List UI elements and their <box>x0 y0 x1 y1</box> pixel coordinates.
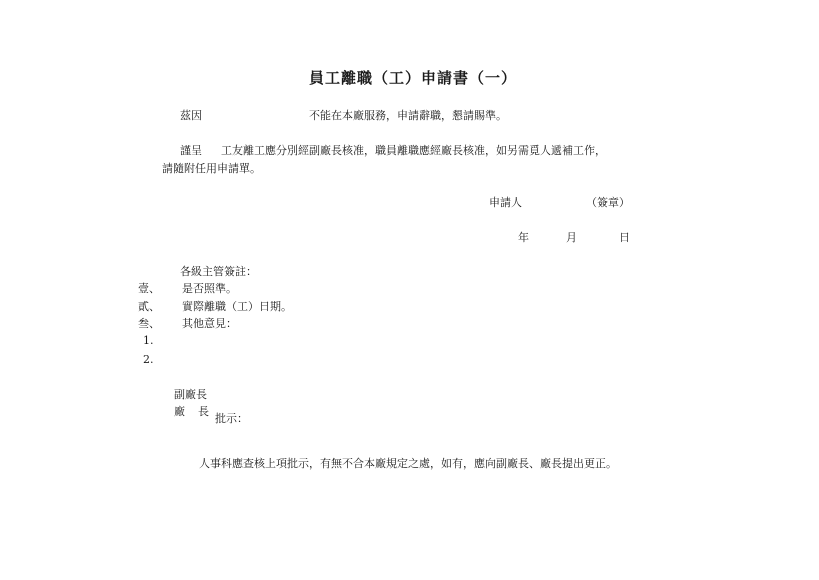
sub-item-number: 1. <box>143 334 154 347</box>
approval-label: 批示： <box>215 412 248 425</box>
applicant-label: 申請人 <box>489 196 522 209</box>
item-text: 實際離職（工）日期。 <box>182 300 292 313</box>
item-number: 叁、 <box>138 317 160 330</box>
submit-text: 工友離工應分別經副廠長核准，職員離職應經廠長核准，如另需覓人遞補工作， <box>221 144 606 157</box>
sub-item-number: 2. <box>143 353 154 366</box>
footer-note: 人事科應查核上項批示，有無不合本廠規定之處，如有，應向副廠長、廠長提出更正。 <box>199 457 617 470</box>
deputy-manager-label: 副廠長 <box>174 388 207 401</box>
submit-text-continued: 請隨附任用申請單。 <box>162 162 261 175</box>
item-number: 壹、 <box>138 282 160 295</box>
date-day: 日 <box>619 231 630 244</box>
manager-label-char-1: 廠 <box>174 405 185 418</box>
page-title: 員工離職（工）申請書（一） <box>309 69 518 87</box>
item-number: 貳、 <box>138 300 160 313</box>
submit-label: 謹呈 <box>180 144 202 157</box>
manager-label-char-2: 長 <box>198 405 209 418</box>
item-text: 是否照準。 <box>182 282 237 295</box>
reason-label: 茲因 <box>180 109 202 122</box>
date-year: 年 <box>518 231 529 244</box>
item-text: 其他意見： <box>182 317 237 330</box>
supervisor-note: 各級主管簽註： <box>180 265 257 278</box>
date-month: 月 <box>566 231 577 244</box>
reason-text: 不能在本廠服務，申請辭職，懇請賜準。 <box>309 109 507 122</box>
seal-label: （簽章） <box>586 196 630 209</box>
